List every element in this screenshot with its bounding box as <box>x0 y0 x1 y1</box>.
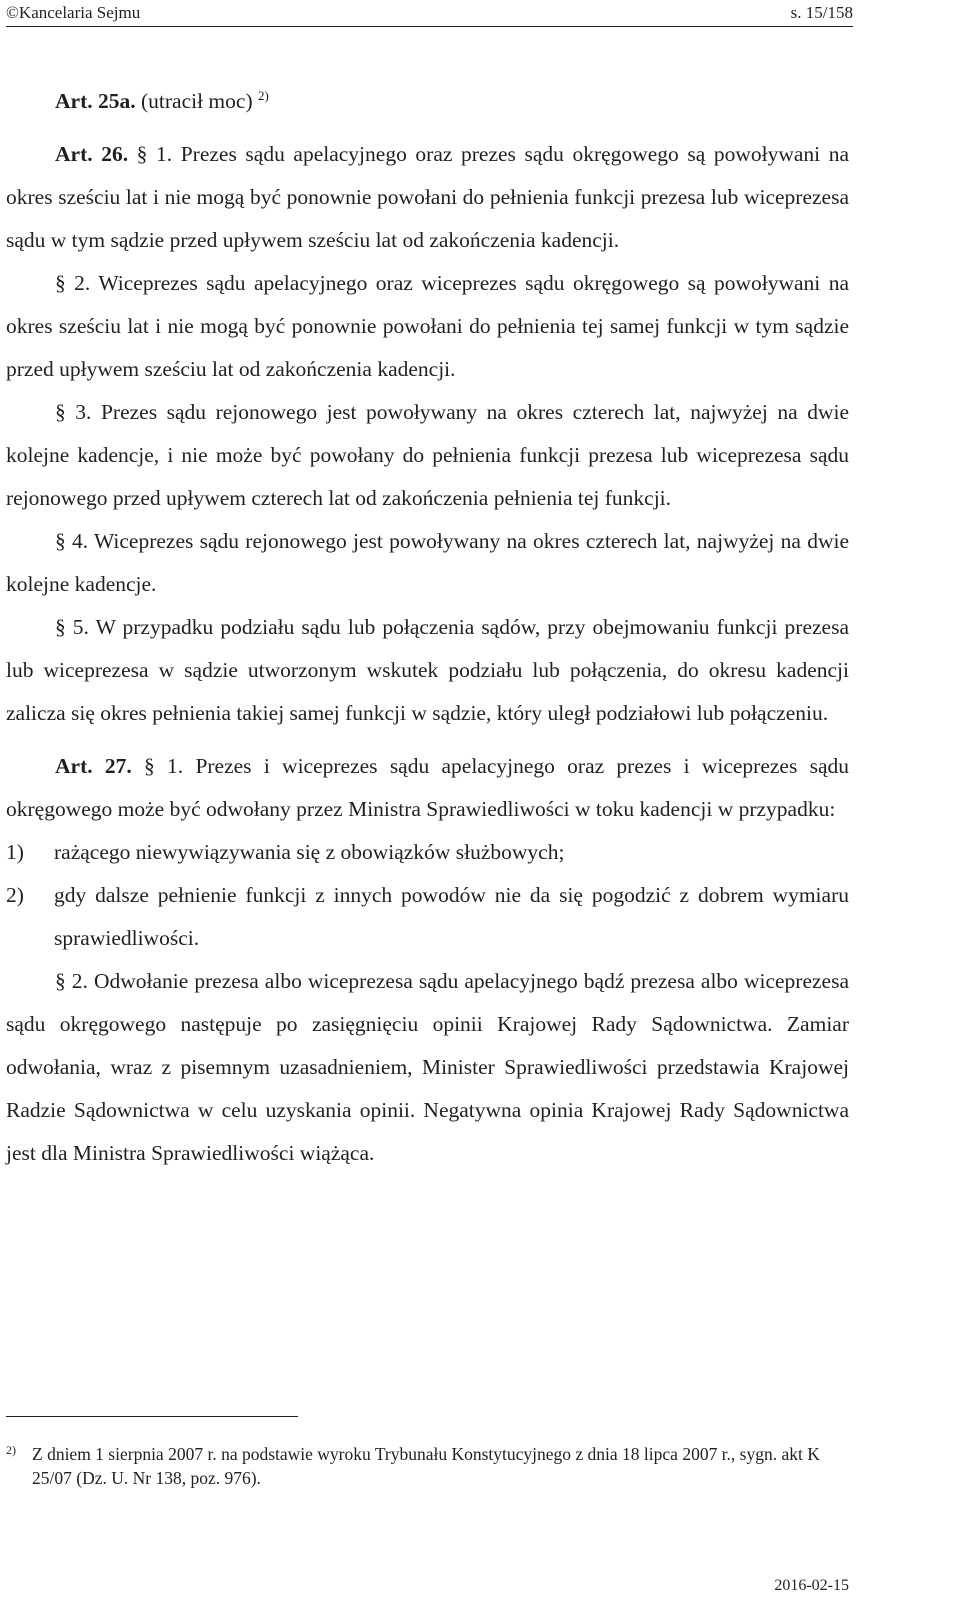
art-25a-label: Art. 25a. <box>55 89 136 113</box>
art-26-par-1-text: § 1. Prezes sądu apelacyjnego oraz prezes sądu okręgowego są powoływani na okres sześciu lat i nie mogą być ponownie powołani do pełnienia funkcji prezesa lub wiceprezesa sądu w tym sądzie przed upływem sześciu lat od zakończenia kadencji. <box>6 142 850 252</box>
art-26-par-5: § 5. W przypadku podziału sądu lub połączenia sądów, przy obejmowaniu funkcji prezesa lub wiceprezesa w sądzie utworzonym wskutek podziału lub połączenia, do okresu kadencji zalicza się okres pełnienia takiej samej funkcji w sądzie, który uległ podziałowi lub połączeniu. <box>6 615 849 725</box>
art-26-par-3: § 3. Prezes sądu rejonowego jest powoływany na okres czterech lat, najwyżej na dwie kolejne kadencje, i nie może być powołany do pełnienia funkcji prezesa lub wiceprezesa sądu rejonowego przed upływem czterech lat od zakończenia pełnienia tej funkcji. <box>6 400 849 510</box>
list-item <box>6 874 849 960</box>
header-rule <box>6 26 853 27</box>
art-26-par-2: § 2. Wiceprezes sądu apelacyjnego oraz wiceprezes sądu okręgowego są powoływani na okres sześciu lat i nie mogą być ponownie powołani do pełnienia tej samej funkcji w tym sądzie przed upływem sześciu lat od zakończenia kadencji. <box>6 271 849 381</box>
footnote-text: Z dniem 1 sierpnia 2007 r. na podstawie wyroku Trybunału Konstytucyjnego z dnia 18 lipca 2007 r., sygn. akt K 25/07 (Dz. U. Nr 138, poz. 976). <box>32 1444 820 1488</box>
list-item-text: rażącego niewywiązywania się z obowiązków służbowych; <box>54 840 565 864</box>
footnote <box>6 1442 849 1490</box>
list-item-number: 1) <box>6 840 24 864</box>
list-item <box>6 831 849 874</box>
header-page-number: s. 15/158 <box>790 3 853 22</box>
page-header <box>6 0 853 26</box>
footnote-separator <box>6 1416 298 1417</box>
art-27-par-1-text: § 1. Prezes i wiceprezes sądu apelacyjnego oraz prezes i wiceprezes sądu okręgowego może być odwołany przez Ministra Sprawiedliwości w toku kadencji w przypadku: <box>6 754 850 821</box>
art-27-par-1 <box>6 745 849 831</box>
art-27-label: Art. 27. <box>55 754 132 778</box>
list-item-text: gdy dalsze pełnienie funkcji z innych powodów nie da się pogodzić z dobrem wymiaru sprawiedliwości. <box>54 883 849 950</box>
list-item-number: 2) <box>6 883 24 907</box>
art-25a-text: (utracił moc) <box>135 89 253 113</box>
footnote-ref: 2) <box>258 87 269 103</box>
footer-date: 2016-02-15 <box>774 1577 849 1594</box>
art-25a <box>6 80 849 123</box>
document-body <box>6 80 849 1175</box>
art-27-par-2: § 2. Odwołanie prezesa albo wiceprezesa sądu apelacyjnego bądź prezesa albo wiceprezesa sądu okręgowego następuje po zasięgnięciu opinii Krajowej Rady Sądownictwa. Zamiar odwołania, wraz z pisemnym uzasadnieniem, Minister Sprawiedliwości przedstawia Krajowej Radzie Sądownictwa w celu uzyskania opinii. Negatywna opinia Krajowej Rady Sądownictwa jest dla Ministra Sprawiedliwości wiążąca. <box>6 969 849 1165</box>
art-26-par-4: § 4. Wiceprezes sądu rejonowego jest powoływany na okres czterech lat, najwyżej na dwie kolejne kadencje. <box>6 529 849 596</box>
art-26-par-1 <box>6 133 849 262</box>
header-source: ©Kancelaria Sejmu <box>6 3 141 22</box>
footnote-mark: 2) <box>6 1443 16 1457</box>
art-26-label: Art. 26. <box>55 142 129 166</box>
